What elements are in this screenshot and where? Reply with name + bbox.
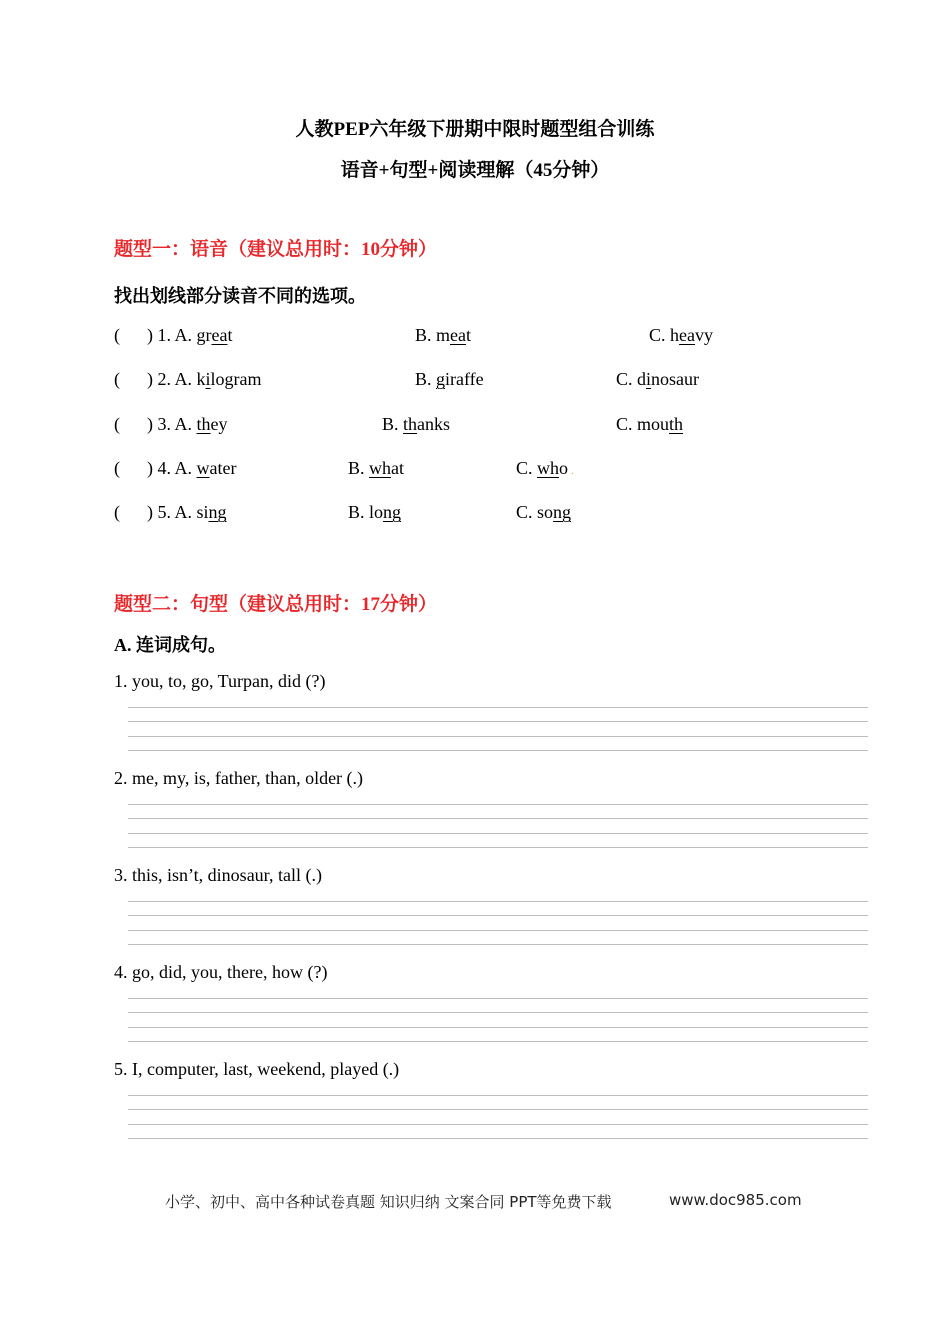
footer-url[interactable]: www.doc985.com <box>669 1191 802 1209</box>
writing-lines-1[interactable] <box>128 707 868 751</box>
page-title: 人教PEP六年级下册期中限时题型组合训练 <box>295 119 655 140</box>
q1-row <box>114 325 233 346</box>
writing-lines-4[interactable] <box>128 998 868 1042</box>
stray-dot: . <box>568 463 575 477</box>
option-a: 4. A. water <box>157 458 237 478</box>
q2-option-c: C. dinosaur <box>616 369 700 389</box>
section1-heading: 题型一：语音（建议总用时：10分钟） <box>114 239 438 260</box>
q1-option-c: C. heavy <box>649 325 713 345</box>
sentence-item-5: 5. I, computer, last, weekend, played (.) <box>114 1059 400 1079</box>
q2-option-b: B. giraffe <box>415 369 484 389</box>
footer-text: 小学、初中、高中各种试卷真题 知识归纳 文案合同 PPT等免费下载 <box>165 1193 612 1211</box>
option-a: 3. A. they <box>157 414 228 434</box>
writing-lines-5[interactable] <box>128 1095 868 1139</box>
section2-heading: 题型二：句型（建议总用时：17分钟） <box>114 594 438 615</box>
writing-lines-3[interactable] <box>128 901 868 945</box>
answer-bracket[interactable]: ( ) <box>114 369 153 389</box>
q4-row <box>114 458 237 479</box>
page-subtitle: 语音+句型+阅读理解（45分钟） <box>340 160 610 181</box>
answer-bracket[interactable]: ( ) <box>114 458 153 478</box>
answer-bracket[interactable]: ( ) <box>114 502 153 522</box>
sentence-item-3: 3. this, isn’t, dinosaur, tall (.) <box>114 865 322 885</box>
answer-bracket[interactable]: ( ) <box>114 325 153 345</box>
q3-row <box>114 414 228 435</box>
q5-option-b: B. long <box>348 502 402 522</box>
option-a: 2. A. kilogram <box>157 369 262 389</box>
sentence-item-2: 2. me, my, is, father, than, older (.) <box>114 768 364 788</box>
answer-bracket[interactable]: ( ) <box>114 414 153 434</box>
option-a: 5. A. sing <box>157 502 227 522</box>
q4-option-c: C. who . <box>516 458 575 478</box>
q1-option-b: B. meat <box>415 325 472 345</box>
option-a: 1. A. great <box>157 325 233 345</box>
part-a-heading: A. 连词成句。 <box>114 635 226 655</box>
q2-row <box>114 369 262 390</box>
q5-row <box>114 502 227 523</box>
q3-option-c: C. mouth <box>616 414 684 434</box>
writing-lines-2[interactable] <box>128 804 868 848</box>
section1-instruction: 找出划线部分读音不同的选项。 <box>114 286 366 306</box>
q3-option-b: B. thanks <box>382 414 451 434</box>
sentence-item-1: 1. you, to, go, Turpan, did (?) <box>114 671 326 691</box>
q4-option-b: B. what <box>348 458 405 478</box>
q5-option-c: C. song <box>516 502 572 522</box>
sentence-item-4: 4. go, did, you, there, how (?) <box>114 962 328 982</box>
